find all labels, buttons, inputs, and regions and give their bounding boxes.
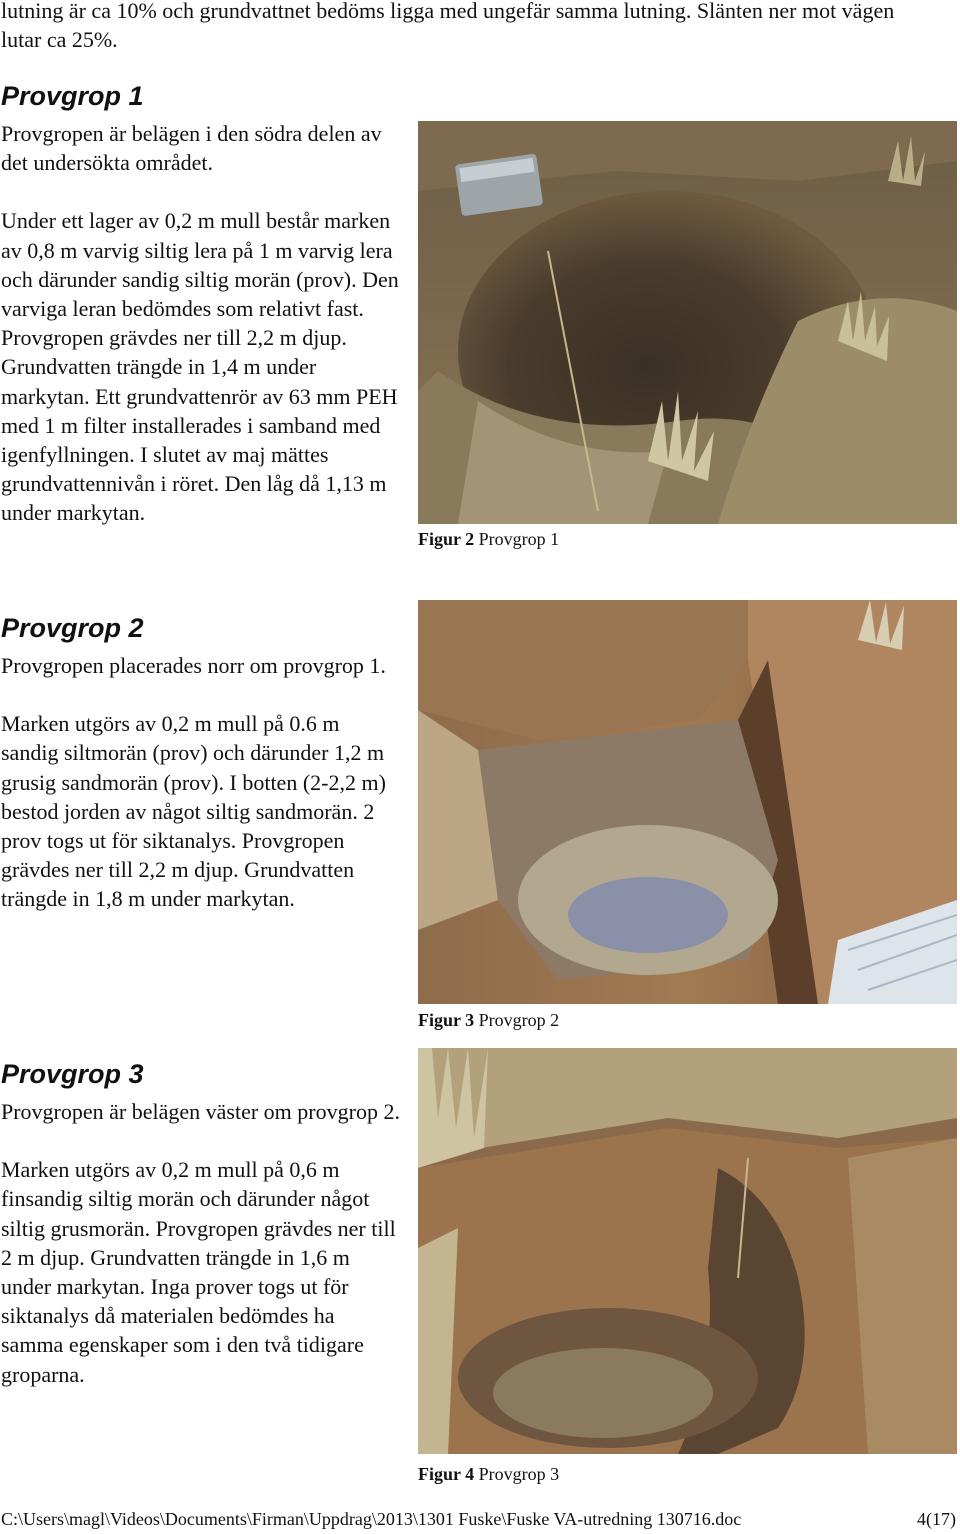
section-body-provgrop-3: [1, 1097, 401, 1389]
figure-label: Figur 4: [418, 1464, 475, 1484]
section-heading-provgrop-2: Provgrop 2: [1, 613, 144, 643]
section-body-provgrop-2: [1, 651, 401, 914]
photo-provgrop-3: [418, 1048, 957, 1454]
paragraph: Provgropen är belägen i den södra delen av det undersökta området.: [1, 121, 382, 176]
paragraph: Provgropen placerades norr om provgrop 1.: [1, 653, 386, 678]
figure-caption-text: Provgrop 2: [478, 1010, 560, 1030]
footer-page-number: 4(17): [917, 1509, 956, 1529]
intro-paragraph: lutning är ca 10% och grundvattnet bedöms ligga med ungefär samma lutning. Slänten ner mot vägen lutar ca 25%.: [1, 0, 895, 52]
photo-provgrop-2: [418, 600, 957, 1004]
section-heading-provgrop-3: Provgrop 3: [1, 1059, 144, 1089]
paragraph: Provgropen är belägen väster om provgrop 2.: [1, 1099, 400, 1124]
paragraph: Marken utgörs av 0,2 m mull på 0.6 m sandig siltmorän (prov) och därunder 1,2 m grusig sandmorän (prov). I botten (2-2,2 m) bestod jorden av något siltig sandmorän. 2 prov togs ut för siktanalys. Provgropen grävdes ner till 2,2 m djup. Grundvatten trängde in 1,8 m under markytan.: [1, 711, 386, 912]
figure-caption-4: [418, 1463, 559, 1485]
paragraph: Marken utgörs av 0,2 m mull på 0,6 m finsandig siltig morän och därunder något siltig grusmorän. Provgropen grävdes ner till 2 m djup. Grundvatten trängde in 1,6 m under markytan. Inga prover togs ut för siktanalys då materialen bedömdes ha samma egenskaper som i den två tidigare groparna.: [1, 1157, 396, 1387]
paragraph: Under ett lager av 0,2 m mull består marken av 0,8 m varvig siltig lera på 1 m varvig lera och därunder sandig siltig morän (prov). Den varviga leran bedömdes som relativt fast. Provgropen grävdes ner till 2,2 m djup. Grundvatten trängde in 1,4 m under markytan. Ett grundvattenrör av 63 mm PEH med 1 m filter installerades i samband med igenfyllningen. I slutet av maj mättes grundvattennivån i röret. Den låg då 1,13 m under markytan.: [1, 208, 399, 526]
figure-caption-text: Provgrop 3: [478, 1464, 560, 1484]
figure-label: Figur 3: [418, 1010, 475, 1030]
figure-caption-text: Provgrop 1: [478, 529, 560, 549]
section-heading-provgrop-1: Provgrop 1: [1, 81, 144, 111]
photo-provgrop-1: [418, 121, 957, 524]
figure-caption-3: [418, 1009, 559, 1031]
figure-label: Figur 2: [418, 529, 475, 549]
section-body-provgrop-1: [1, 119, 401, 528]
figure-caption-2: [418, 528, 559, 550]
footer-file-path: C:\Users\magl\Videos\Documents\Firman\Uppdrag\2013\1301 Fuske\Fuske VA-utredning 130716.doc: [1, 1509, 742, 1529]
